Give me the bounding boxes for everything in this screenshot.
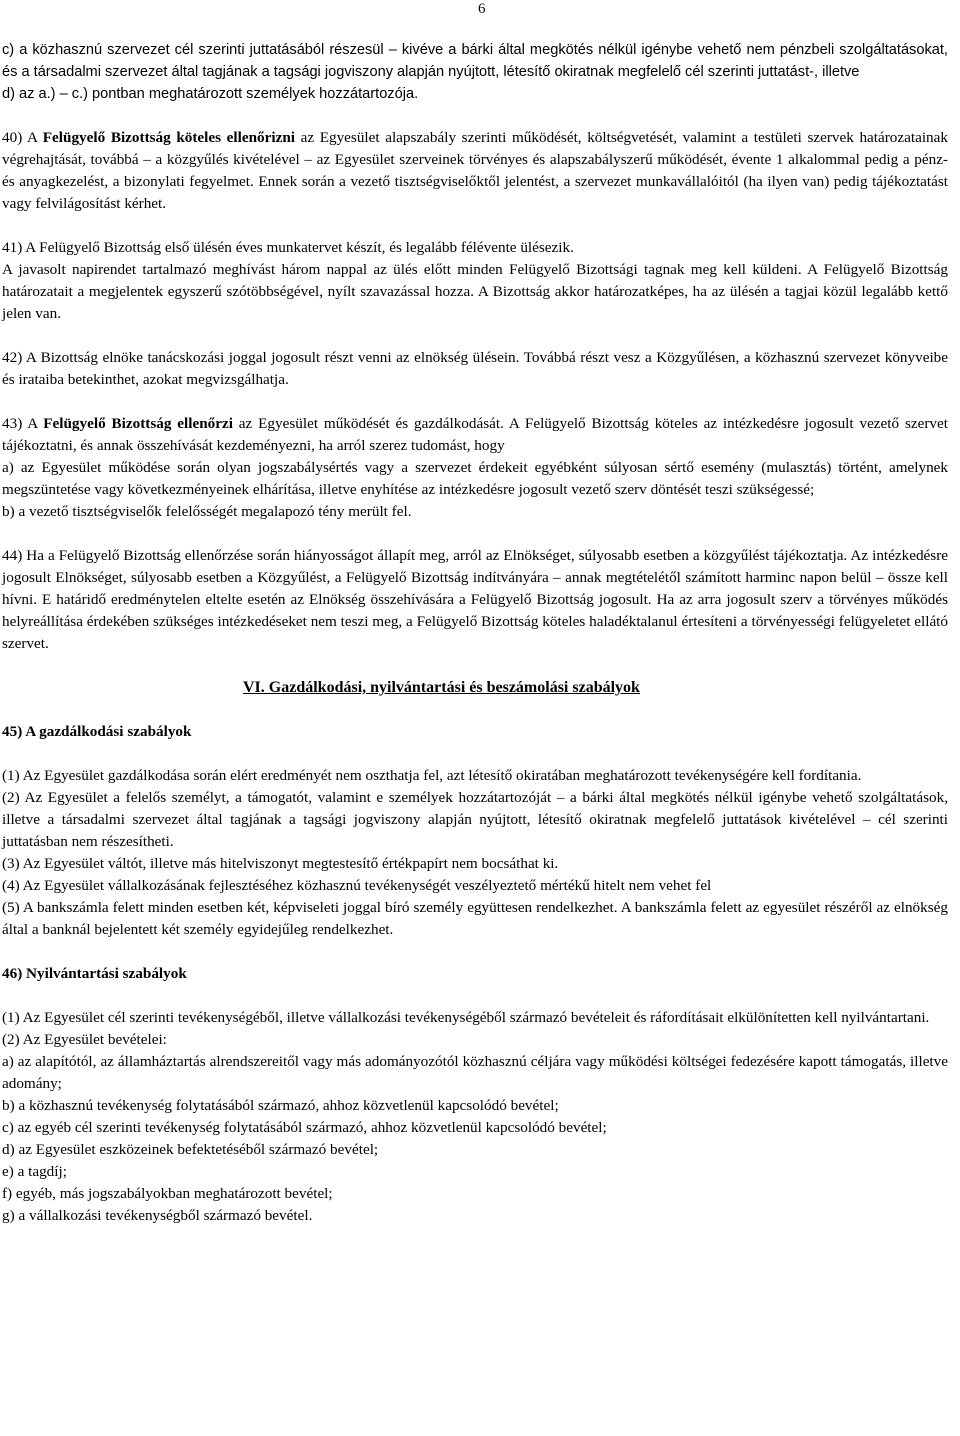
paragraph-43-text: az Egyesület működését és gazdálkodását. A Felügyelő Bizottság köteles az intézkedésre jogosult vezető szervet tájékoztatni, és annak összehívását kezdeményezni, ha arról szerez tudomást, hogy: [2, 415, 948, 454]
paragraph-45-2: (2) Az Egyesület a felelős személyt, a támogatót, valamint e személyek hozzátartozóját – a bárki által megkötés nélkül igénybe vehető szolgáltatások, illetve a társadalmi szervezet által tagjának a tagsági jogviszony alapján nyújtott, létesítő okiratnak megfelelő juttatások kivételével – cél szerinti juttatásban nem részesítheti.: [2, 789, 948, 850]
paragraph-40-text: az Egyesület alapszabály szerinti működését, költségvetését, valamint a testületi szervek határozatainak végrehajtását, továbbá – a közgyűlés kivételével – az Egyesület szerveinek törvényes és alapszabályszerű működését, évente 1 alkalommal pedig a pénz- és anyagkezelést, a bizonylati fegyelmet. Ennek során a vezető tisztségviselőktől jelentést, a szervezet munkavállalóitól (ha ilyen van) pedig tájékoztatást vagy felvilágosítást kérhet.: [2, 129, 948, 212]
paragraph-46-c: c) az egyéb cél szerinti tevékenység folytatásából származó, ahhoz közvetlenül kapcsolódó bevétel;: [2, 1119, 607, 1136]
paragraph-46-f: f) egyéb, más jogszabályokban meghatározott bevétel;: [2, 1185, 333, 1202]
document-body: [0, 39, 960, 1227]
paragraph-41b: A javasolt napirendet tartalmazó meghívást három nappal az ülés előtt minden Felügyelő Bizottsági tagnak meg kell küldeni. A Felügyelő Bizottság határozatait a megjelentek egyszerű szótöbbségével, nyílt szavazással hozza. A Bizottság akkor határozatképes, ha az ülésén a tagjai közül legalább kettő jelen van.: [2, 261, 948, 322]
paragraph-40-bold: Felügyelő Bizottság köteles ellenőrizni: [42, 129, 295, 146]
paragraph-45-4: (4) Az Egyesület vállalkozásának fejlesztéséhez közhasznú tevékenységét veszélyeztető mértékű hitelt nem vehet fel: [2, 877, 712, 894]
paragraph-42: 42) A Bizottság elnöke tanácskozási joggal jogosult részt venni az elnökség ülésein. Továbbá részt vesz a Közgyűlésen, a közhasznú szervezet könyveibe és irataiba betekinthet, azokat megvizsgálhatja.: [2, 349, 948, 388]
paragraph-46-d: d) az Egyesület eszközeinek befektetéséből származó bevétel;: [2, 1141, 379, 1158]
paragraph-41a: 41) A Felügyelő Bizottság első ülésén éves munkatervet készít, és legalább félévente ülésezik.: [2, 239, 574, 256]
heading-46: 46) Nyilvántartási szabályok: [2, 965, 187, 982]
paragraph-45-5: (5) A bankszámla felett minden esetben két, képviseleti joggal bíró személy együttesen rendelkezhet. A bankszámla felett az egyesület részéről az elnökség által a banknál bejelentett két személy egyidejűleg rendelkezhet.: [2, 899, 948, 938]
paragraph-46-b: b) a közhasznú tevékenység folytatásából származó, ahhoz közvetlenül kapcsolódó bevétel;: [2, 1097, 559, 1114]
paragraph-45-3: (3) Az Egyesület váltót, illetve más hitelviszonyt megtestesítő értékpapírt nem bocsáthat ki.: [2, 855, 559, 872]
paragraph-43: [2, 413, 948, 457]
paragraph-c: c) a közhasznú szervezet cél szerinti juttatásából részesül – kivéve a bárki által megkötés nélkül igénybe vehető nem pénzbeli szolgáltatásokat, és a társadalmi szervezet által tagjának a tagsági jogviszony alapján nyújtott, létesítő okiratnak megfelelő cél szerinti juttatást-, illetve: [2, 42, 948, 80]
paragraph-43-number: 43) A: [2, 415, 44, 432]
paragraph-43b: b) a vezető tisztségviselők felelősségét megalapozó tény merült fel.: [2, 503, 412, 520]
paragraph-46-e: e) a tagdíj;: [2, 1163, 67, 1180]
paragraph-40: [2, 127, 948, 215]
paragraph-46-g: g) a vállalkozási tevékenységből származó bevétel.: [2, 1207, 313, 1224]
paragraph-46-a: a) az alapítótól, az államháztartás alrendszereitől vagy más adományozótól közhasznú céljára vagy működési költségei fedezésére kapott támogatás, illetve adomány;: [2, 1053, 948, 1092]
paragraph-40-number: 40) A: [2, 129, 43, 146]
paragraph-43-bold: Felügyelő Bizottság ellenőrzi: [43, 415, 233, 432]
paragraph-45-1: (1) Az Egyesület gazdálkodása során elért eredményét nem oszthatja fel, azt létesítő okiratában meghatározott tevékenységére kell fordítania.: [2, 767, 862, 784]
paragraph-46-2: (2) Az Egyesület bevételei:: [2, 1031, 167, 1048]
page-number: 6: [478, 1, 486, 17]
section-title: VI. Gazdálkodási, nyilvántartási és beszámolási szabályok: [243, 679, 640, 696]
paragraph-44: 44) Ha a Felügyelő Bizottság ellenőrzése során hiányosságot állapít meg, arról az Elnökséget, súlyosabb esetben a közgyűlést tájékoztatja. Az intézkedésre jogosult Elnökséget, súlyosabb esetben a Közgyűlést, a Felügyelő Bizottság indítványára – annak megtételétől számított harminc napon belül – össze kell hívni. E határidő eredménytelen eltelte esetén az Elnökség összehívására a Felügyelő Bizottság jogosult. Ha az arra jogosult szerv a törvényes működés helyreállítása érdekében szükséges intézkedéseket nem teszi meg, a Felügyelő Bizottság köteles haladéktalanul értesíteni a törvényességi felügyeletet ellátó szervet.: [2, 547, 948, 652]
paragraph-43a: a) az Egyesület működése során olyan jogszabálysértés vagy a szervezet érdekeit egyébként súlyosan sértő esemény (mulasztás) történt, amelynek megszüntetése vagy következményeinek elhárítása, illetve enyhítése az intézkedésre jogosult vezető szerv döntését teszi szükségessé;: [2, 459, 948, 498]
paragraph-46-1: (1) Az Egyesület cél szerinti tevékenységéből, illetve vállalkozási tevékenységéből származó bevételeit és ráfordításait elkülönítetten kell nyilvántartani.: [2, 1009, 930, 1026]
heading-45: 45) A gazdálkodási szabályok: [2, 723, 192, 740]
paragraph-d: d) az a.) – c.) pontban meghatározott személyek hozzátartozója.: [2, 86, 419, 102]
